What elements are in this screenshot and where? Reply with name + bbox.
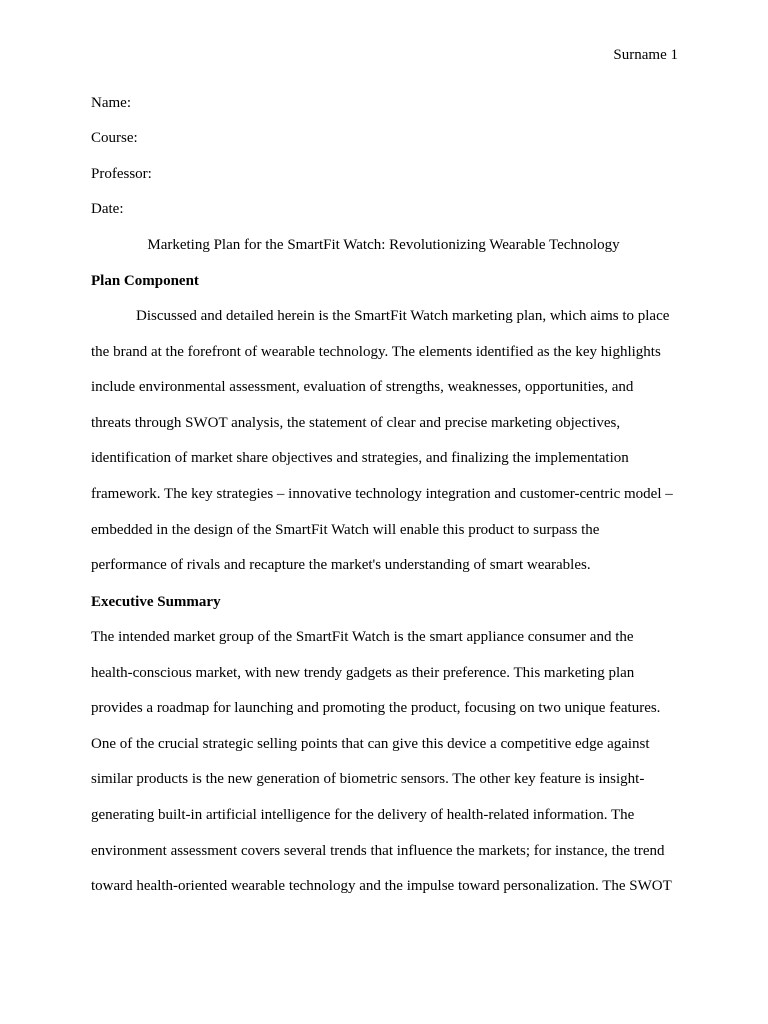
course-label: Course:: [91, 130, 138, 146]
paragraph-line: threats through SWOT analysis, the statement of clear and precise marketing objectives,: [91, 414, 621, 431]
paragraph-line: framework. The key strategies – innovative technology integration and customer-centric model –: [91, 485, 673, 502]
paragraph-line: embedded in the design of the SmartFit Watch will enable this product to surpass the: [91, 521, 600, 538]
paragraph-line: the brand at the forefront of wearable technology. The elements identified as the key highlights: [91, 343, 661, 360]
paragraph-line: identification of market share objectives and strategies, and finalizing the implementation: [91, 450, 629, 467]
paragraph-line: environment assessment covers several trends that influence the markets; for instance, the trend: [91, 842, 665, 859]
name-label: Name:: [91, 95, 131, 111]
section-heading-plan-component: Plan Component: [91, 273, 199, 289]
paragraph-line: generating built-in artificial intelligence for the delivery of health-related information. The: [91, 806, 635, 823]
paragraph-line: The intended market group of the SmartFit Watch is the smart appliance consumer and the: [91, 629, 634, 645]
paragraph-plan-component: [91, 299, 677, 584]
paragraph-line: provides a roadmap for launching and promoting the product, focusing on two unique features.: [91, 700, 661, 717]
paragraph-line: One of the crucial strategic selling points that can give this device a competitive edge against: [91, 735, 650, 752]
running-head: Surname 1: [613, 47, 678, 63]
paragraph-line: health-conscious market, with new trendy gadgets as their preference. This marketing plan: [91, 664, 635, 681]
paragraph-line: toward health-oriented wearable technology and the impulse toward personalization. The SWOT: [91, 878, 672, 895]
section-heading-executive-summary: Executive Summary: [91, 594, 221, 610]
document-title: Marketing Plan for the SmartFit Watch: Revolutionizing Wearable Technology: [147, 237, 620, 253]
paragraph-line: Discussed and detailed herein is the SmartFit Watch marketing plan, which aims to place: [136, 308, 670, 324]
paragraph-line: include environmental assessment, evaluation of strengths, weaknesses, opportunities, and: [91, 379, 634, 396]
paragraph-line: performance of rivals and recapture the market's understanding of smart wearables.: [91, 557, 591, 574]
professor-label: Professor:: [91, 166, 152, 182]
date-label: Date:: [91, 201, 124, 217]
paragraph-line: similar products is the new generation of biometric sensors. The other key feature is insight-: [91, 771, 645, 788]
paragraph-executive-summary: [91, 620, 677, 905]
